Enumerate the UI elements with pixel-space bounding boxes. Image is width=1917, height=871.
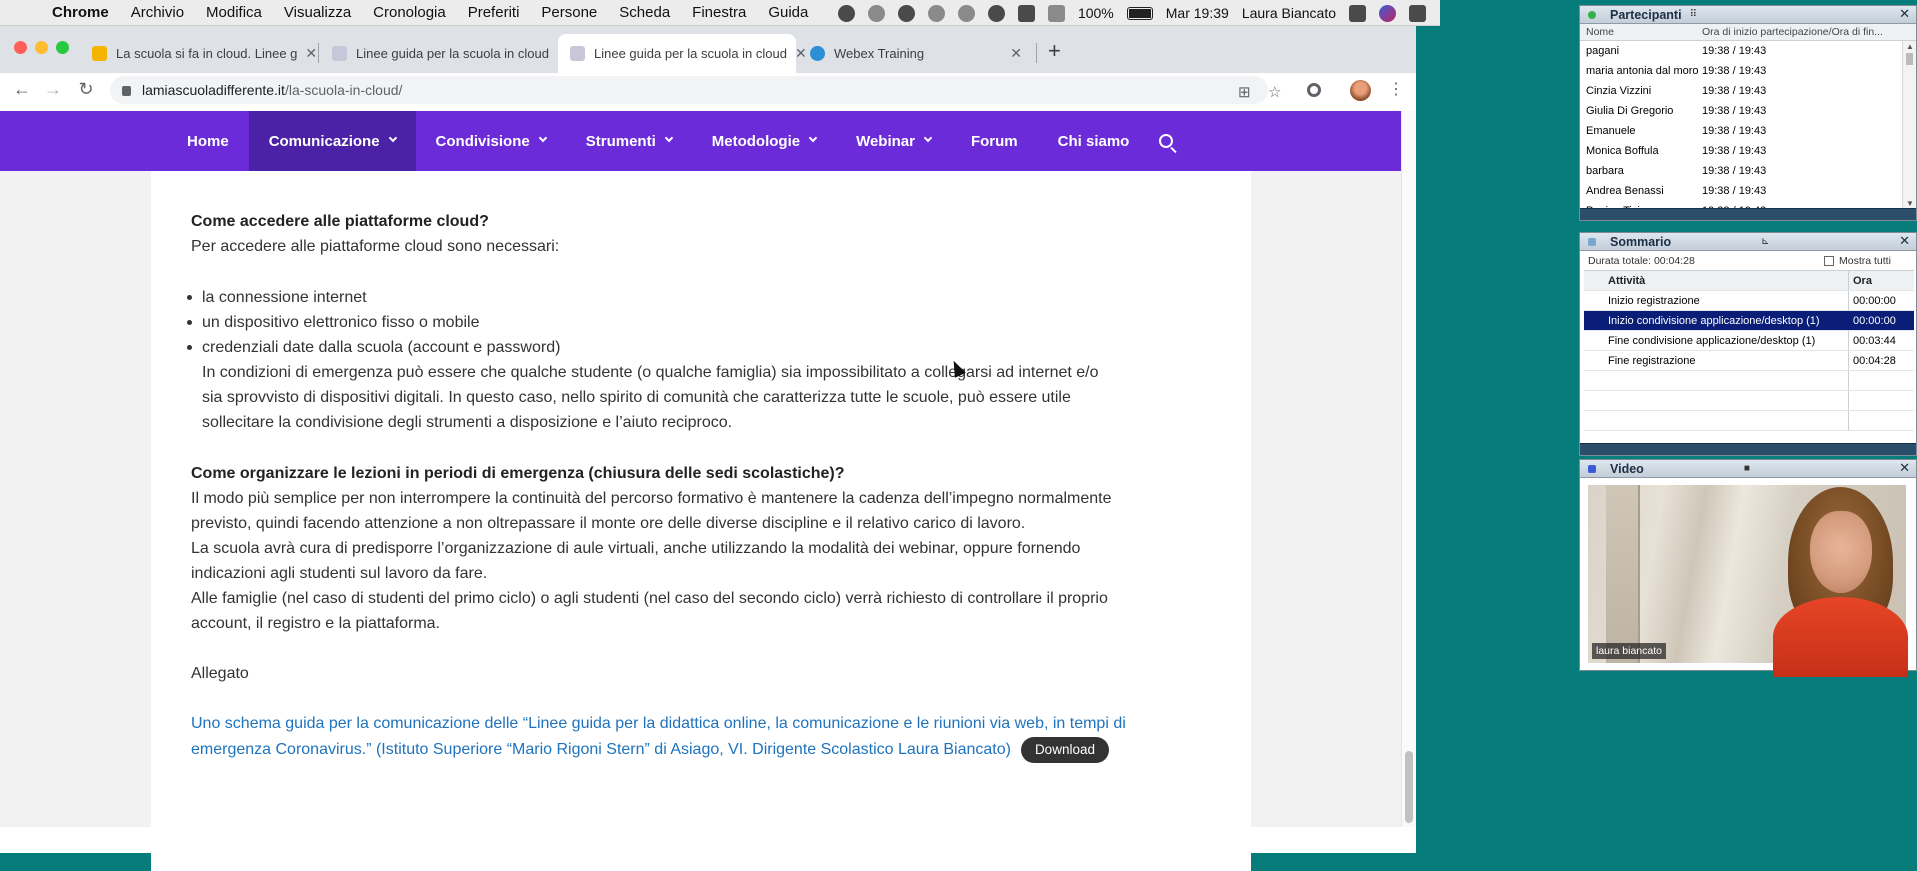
- column-header-activity[interactable]: Attività: [1584, 271, 1849, 290]
- video-person-face: [1810, 511, 1872, 593]
- participant-time: 19:38 / 19:43: [1702, 45, 1767, 57]
- spotlight-search-icon[interactable]: [1349, 5, 1366, 22]
- scrollbar-thumb[interactable]: [1405, 751, 1413, 823]
- tab-close-icon[interactable]: ✕: [1010, 45, 1022, 61]
- participant-name: Andrea Benassi: [1586, 185, 1664, 197]
- minimize-window-icon[interactable]: [35, 41, 48, 54]
- participant-row[interactable]: [1580, 141, 1916, 161]
- paragraph-line: Il modo più semplice per non interrompere la continuità del percorso formativo è mantenere la cadenza dell’impegno normalmente: [191, 490, 1112, 507]
- nav-label: Webinar: [856, 132, 915, 150]
- video-participant-name: laura biancato: [1592, 643, 1666, 659]
- forward-arrow-icon[interactable]: →: [44, 79, 62, 99]
- nav-label: Home: [187, 132, 229, 150]
- empty-row: [1584, 411, 1914, 431]
- activity-time: 00:00:00: [1853, 294, 1896, 307]
- participant-row[interactable]: [1580, 41, 1916, 61]
- article-content: [151, 171, 1251, 871]
- list-item: la connessione internet: [151, 285, 1231, 310]
- paragraph-line: sollecitare la condivisione degli strumenti a disposizione e l’aiuto reciproco.: [202, 414, 733, 431]
- timemachine-icon[interactable]: [988, 5, 1005, 22]
- column-header-time[interactable]: Ora: [1853, 274, 1872, 287]
- participant-time: 19:38 / 19:43: [1702, 65, 1767, 77]
- window-controls: [14, 41, 69, 54]
- nav-webinar[interactable]: [836, 111, 951, 171]
- url-path: /la-scuola-in-cloud/: [284, 82, 403, 98]
- participant-video[interactable]: [1588, 485, 1906, 663]
- tab-close-icon[interactable]: ✕: [305, 45, 318, 61]
- camera-icon[interactable]: ■: [1743, 463, 1750, 474]
- video-person-body: [1773, 597, 1908, 677]
- activity-time: 00:04:28: [1853, 354, 1896, 367]
- menubar-clock[interactable]: Mar 19:39: [1165, 5, 1229, 21]
- participant-name: Emanuele: [1586, 125, 1636, 137]
- participants-header: [1580, 24, 1916, 41]
- activity-row[interactable]: [1584, 331, 1914, 351]
- chevron-down-icon: [538, 134, 546, 142]
- scroll-down-icon[interactable]: ▼: [1906, 199, 1914, 208]
- participant-row[interactable]: [1580, 161, 1916, 181]
- page-scrollbar[interactable]: [1401, 111, 1416, 827]
- webex-tray-icon[interactable]: [838, 5, 855, 22]
- participant-row[interactable]: [1580, 61, 1916, 81]
- panel-title: Partecipanti: [1610, 7, 1682, 22]
- participant-row[interactable]: [1580, 121, 1916, 141]
- participant-time: 19:38 / 19:43: [1702, 85, 1767, 97]
- translate-icon[interactable]: ⊞: [1238, 84, 1251, 101]
- participants-list: [1580, 41, 1916, 201]
- emergency-paragraph: [151, 360, 1231, 435]
- tab-3-active[interactable]: [558, 34, 807, 73]
- panel-titlebar: [1580, 460, 1916, 478]
- page-viewport: [0, 111, 1401, 827]
- menu-guida[interactable]: Guida: [768, 4, 809, 21]
- paragraph: Per accedere alle piattaforme cloud sono necessari:: [191, 238, 560, 255]
- nav-strumenti[interactable]: [566, 111, 692, 171]
- paragraph-line: indicazioni agli studenti sul lavoro da fare.: [191, 565, 488, 582]
- video-background: [1606, 485, 1640, 663]
- attachment-label: Allegato: [191, 665, 249, 682]
- battery-icon[interactable]: [1127, 7, 1153, 20]
- empty-row: [1584, 391, 1914, 411]
- menu-preferiti[interactable]: Preferiti: [467, 4, 520, 21]
- tab-2[interactable]: [320, 34, 556, 73]
- paragraph-line: previsto, quindi facendo attenzione a non oltrepassare il monte ore delle diverse discipline e il relativo carico di lavoro.: [191, 515, 1026, 532]
- menu-visualizza[interactable]: Visualizza: [283, 4, 352, 21]
- participant-name: Monica Boffula: [1586, 145, 1659, 157]
- paragraph-line: In condizioni di emergenza può essere che qualche studente (o qualche famiglia) sia impossibilitato a collegarsi ad internet e/o: [202, 364, 1099, 381]
- menubar-status-area: [838, 0, 1426, 26]
- nav-label: Chi siamo: [1057, 132, 1130, 150]
- activity-table: [1584, 270, 1914, 431]
- tab-title: La scuola si fa in cloud. Linee g: [116, 46, 298, 61]
- attachment-link[interactable]: emergenza Coronavirus.” (Istituto Superiore “Mario Rigoni Stern” di Asiago, VI. Dirigente Scolastico Laura Biancato): [191, 741, 1011, 759]
- nav-forum[interactable]: [951, 111, 1038, 171]
- tab-title: Webex Training: [834, 46, 925, 61]
- extension-icon[interactable]: [1307, 83, 1321, 97]
- close-icon[interactable]: ✕: [1899, 6, 1910, 21]
- activity-name: Fine condivisione applicazione/desktop (1): [1584, 331, 1849, 350]
- close-icon[interactable]: ✕: [1899, 460, 1910, 475]
- airplay-icon[interactable]: [1018, 5, 1035, 22]
- paragraph-line: account, il registro e la piattaforma.: [191, 615, 441, 632]
- paragraph-line: Alle famiglie (nel caso di studenti del primo ciclo) o agli studenti (nel caso del secondo ciclo) verrà richiesto di controllare il proprio: [191, 590, 1108, 607]
- tab-separator: [318, 43, 319, 63]
- attachment-link[interactable]: Uno schema guida per la comunicazione delle “Linee guida per la didattica online, la comunicazione e le riunioni via web, in tempi di: [191, 715, 1126, 732]
- tab-close-icon[interactable]: ✕: [794, 45, 807, 61]
- tab-title: Linee guida per la scuola in cloud: [356, 46, 549, 61]
- notification-center-icon[interactable]: [1409, 5, 1426, 22]
- sync-tray-icon[interactable]: [898, 5, 915, 22]
- download-button[interactable]: Download: [1021, 737, 1109, 763]
- url-host: lamiascuoladifferente.it: [142, 82, 285, 98]
- menu-persone[interactable]: Persone: [541, 4, 598, 21]
- chevron-down-icon: [388, 134, 396, 142]
- paragraph-line: sia sprovvisto di dispositivi digitali. In questo caso, nello spirito di comunità che caratterizza tutte le scuole, può essere utile: [202, 389, 1071, 406]
- menu-archivio[interactable]: Archivio: [130, 4, 185, 21]
- tab-title: Linee guida per la scuola in cloud: [594, 46, 787, 61]
- reload-icon[interactable]: ↻: [78, 79, 94, 99]
- list-item: credenziali date dalla scuola (account e password): [151, 335, 1231, 360]
- requirements-list: [151, 285, 1231, 360]
- participant-time: 19:38 / 19:43: [1702, 125, 1767, 137]
- chrome-menu-icon[interactable]: ⋮: [1388, 81, 1404, 98]
- scroll-up-icon[interactable]: ▲: [1906, 42, 1914, 51]
- panel-resize-bar[interactable]: [1580, 208, 1916, 220]
- section-heading: Come accedere alle piattaforme cloud?: [191, 213, 489, 230]
- siri-icon[interactable]: [1379, 5, 1396, 22]
- page-favicon-icon: [570, 46, 585, 61]
- tab-1[interactable]: [80, 34, 316, 73]
- chevron-down-icon: [665, 134, 673, 142]
- site-navigation: [0, 111, 1401, 171]
- participant-name: Giulia Di Gregorio: [1586, 105, 1674, 117]
- menu-app-name[interactable]: Chrome: [52, 4, 109, 21]
- nav-label: Metodologie: [711, 132, 801, 150]
- chevron-down-icon: [924, 134, 932, 142]
- page-favicon-icon: [332, 46, 347, 61]
- nav-label: Condivisione: [435, 132, 530, 150]
- chevron-down-icon: [809, 134, 817, 142]
- column-header-time[interactable]: Ora di inizio partecipazione/Ora di fin...: [1702, 26, 1883, 38]
- close-icon[interactable]: ✕: [1899, 233, 1910, 248]
- panel-title: Video: [1610, 461, 1644, 476]
- back-arrow-icon[interactable]: ←: [13, 79, 31, 99]
- chart-icon[interactable]: ⊾: [1761, 236, 1770, 247]
- address-bar[interactable]: [110, 76, 1282, 104]
- panel-resize-bar[interactable]: [1580, 443, 1916, 455]
- panel-titlebar: [1580, 233, 1916, 251]
- participant-row[interactable]: [1580, 81, 1916, 101]
- participant-time: 19:38 / 19:43: [1702, 145, 1767, 157]
- nav-condivisione[interactable]: [416, 111, 566, 171]
- nav-chi-siamo[interactable]: [1038, 111, 1150, 171]
- activity-time: 00:00:00: [1853, 314, 1896, 327]
- summary-icon: [1588, 238, 1596, 246]
- battery-percent: 100%: [1077, 5, 1114, 21]
- macos-menubar: [0, 0, 1440, 26]
- panel-titlebar: [1580, 6, 1916, 24]
- summary-duration-row: [1580, 251, 1916, 270]
- menu-modifica[interactable]: Modifica: [206, 4, 262, 21]
- bluetooth-icon[interactable]: [958, 5, 975, 22]
- activity-name: Inizio registrazione: [1584, 291, 1849, 310]
- nav-comunicazione[interactable]: [249, 111, 416, 171]
- grid-tray-icon[interactable]: [868, 5, 885, 22]
- participant-time: 19:38 / 19:43: [1702, 165, 1767, 177]
- nav-label: Strumenti: [585, 132, 656, 150]
- activity-row[interactable]: [1584, 351, 1914, 371]
- panel-title: Sommario: [1610, 234, 1672, 249]
- activity-row-selected[interactable]: [1584, 311, 1914, 331]
- webex-favicon-icon: [810, 46, 825, 61]
- activity-name: Fine registrazione: [1584, 351, 1849, 370]
- column-header-name[interactable]: Nome: [1586, 26, 1615, 38]
- list-item: un dispositivo elettronico fisso o mobile: [151, 310, 1231, 335]
- participants-status-icon: [1588, 11, 1596, 19]
- tab-separator: [1036, 43, 1037, 63]
- participant-name: Cinzia Vizzini: [1586, 85, 1652, 97]
- zoom-window-icon[interactable]: [56, 41, 69, 54]
- summary-panel: [1579, 232, 1917, 456]
- paragraph-line: La scuola avrà cura di predisporre l’organizzazione di aule virtuali, anche utilizzando la modalità dei webinar, oppure fornendo: [191, 540, 1081, 557]
- nav-label: Comunicazione: [268, 132, 380, 150]
- scrollbar-thumb[interactable]: [1906, 53, 1913, 65]
- nav-label: Forum: [970, 132, 1018, 150]
- profile-avatar[interactable]: [1350, 80, 1371, 101]
- participant-time: 19:38 / 19:43: [1702, 185, 1767, 197]
- panel-grip-icon[interactable]: ⠿: [1689, 9, 1697, 20]
- participant-name: maria antonia dal moro: [1586, 65, 1699, 77]
- participant-time: 19:38 / 19:43: [1702, 105, 1767, 117]
- total-duration: Durata totale: 00:04:28: [1588, 254, 1695, 267]
- google-slides-favicon-icon: [92, 46, 107, 61]
- menu-scheda[interactable]: Scheda: [619, 4, 671, 21]
- menubar-user[interactable]: Laura Biancato: [1241, 5, 1336, 21]
- activity-name: Inizio condivisione applicazione/desktop (1): [1584, 311, 1849, 330]
- activity-row[interactable]: [1584, 291, 1914, 311]
- empty-row: [1584, 371, 1914, 391]
- volume-icon[interactable]: [1048, 5, 1065, 22]
- video-panel-icon: [1588, 465, 1596, 473]
- video-panel: [1579, 459, 1917, 671]
- participants-scrollbar[interactable]: [1902, 41, 1916, 209]
- menu-finestra[interactable]: Finestra: [692, 4, 747, 21]
- menu-cronologia[interactable]: Cronologia: [373, 4, 446, 21]
- nav-metodologie[interactable]: [692, 111, 836, 171]
- participant-row[interactable]: [1580, 181, 1916, 201]
- show-all-checkbox[interactable]: [1824, 255, 1891, 267]
- table-header: [1584, 271, 1914, 291]
- lock-icon[interactable]: [122, 86, 131, 96]
- search-icon[interactable]: [1159, 134, 1173, 148]
- section-heading: Come organizzare le lezioni in periodi di emergenza (chiusura delle sedi scolastiche)?: [191, 465, 845, 482]
- checkbox-label: Mostra tutti: [1839, 255, 1891, 267]
- new-tab-icon[interactable]: +: [1048, 38, 1061, 63]
- drive-tray-icon[interactable]: [928, 5, 945, 22]
- nav-home[interactable]: [167, 111, 249, 171]
- participants-panel: [1579, 5, 1917, 221]
- participant-row[interactable]: [1580, 101, 1916, 121]
- browser-toolbar: [0, 73, 1416, 107]
- activity-time: 00:03:44: [1853, 334, 1896, 347]
- close-window-icon[interactable]: [14, 41, 27, 54]
- participant-name: pagani: [1586, 45, 1620, 57]
- checkbox-icon[interactable]: [1824, 256, 1834, 266]
- tab-strip: [0, 26, 1416, 73]
- bookmark-star-icon[interactable]: ☆: [1268, 84, 1282, 101]
- participant-name: barbara: [1586, 165, 1624, 177]
- tab-4[interactable]: [798, 34, 1034, 73]
